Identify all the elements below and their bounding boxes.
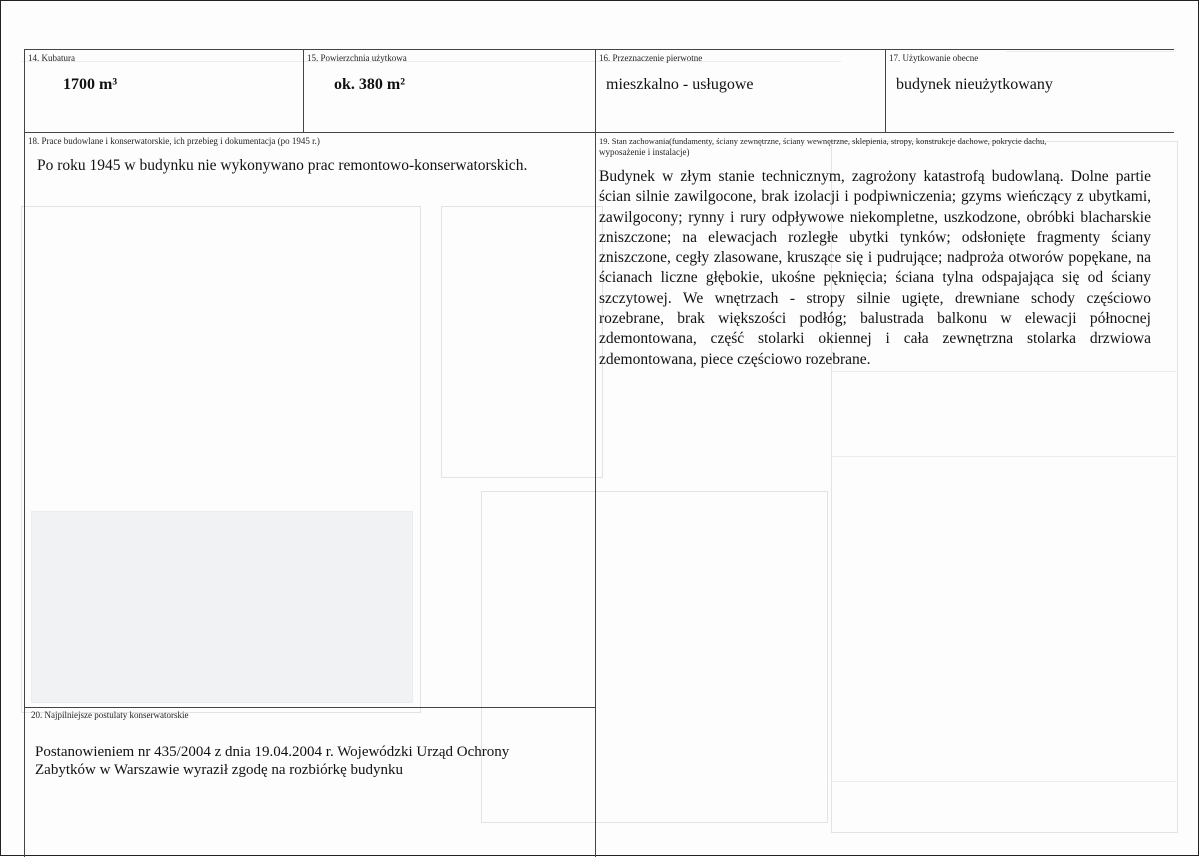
column-divider xyxy=(885,49,886,133)
field-18-text: Po roku 1945 w budynku nie wykonywano prac remontowo-konserwatorskich. xyxy=(37,157,528,174)
ghost-line xyxy=(831,371,1176,372)
ghost-line xyxy=(1006,51,1176,52)
field-15-value: ok. 380 m² xyxy=(334,76,406,93)
column-divider xyxy=(303,49,304,133)
field-17-label: 17. Użytkowanie obecne xyxy=(889,53,979,63)
ghost-line xyxy=(21,61,841,62)
ghost-plan-frame xyxy=(481,491,828,823)
field-16-value: mieszkalno - usługowe xyxy=(606,76,754,93)
ghost-photo-dark-area xyxy=(31,511,413,703)
field-20-line1: Postanowieniem nr 435/2004 z dnia 19.04.2004 r. Wojewódzki Urząd Ochrony xyxy=(35,744,510,760)
ghost-line xyxy=(831,781,1176,782)
field-19-label-line2: wyposażenie i instalacje) xyxy=(599,147,690,157)
field-18-label: 18. Prace budowlane i konserwatorskie, ich przebieg i dokumentacja (po 1945 r.) xyxy=(28,136,320,146)
table-left-border xyxy=(24,49,25,857)
field-19-label-line1: 19. Stan zachowania(fundamenty, ściany zewnętrzne, ściany wewnętrzne, sklepienia, stropy, konstrukcje dachowe, pokrycie dachu, xyxy=(599,136,1047,146)
field-14-label: 14. Kubatura xyxy=(28,53,75,63)
field-15-label: 15. Powierzchnia użytkowa xyxy=(307,53,407,63)
field-20-label: 20. Najpilniejsze postulaty konserwatorskie xyxy=(31,710,189,720)
field-14-value: 1700 m³ xyxy=(63,76,118,93)
field-19-text: Budynek w złym stanie technicznym, zagrożony katastrofą budowlaną. Dolne partie ścian silnie zawilgocone, brak izolacji i podpiwniczenia; gzyms wieńczący z ubytkami, zawilgocony; rynny i rury odpływowe niekompletne, uszkodzone, obróbki blacharskie zniszczone; na elewacjach rozległe ubytki tynków; odsłonięte fragmenty ściany zniszczone, cegły zlasowane, kruszące się i pudrujące; nadproża otworów popękane, na ścianach liczne głębokie, ukośne pęknięcia; ściana tylna odspajająca się od ściany szczytowej. We wnętrzach - stropy silnie ugięte, drewniane schody częściowo rozebrane, brak większości podłóg; balustrada balkonu w elewacji północnej zdemontowana, część stolarki okiennej i cała zewnętrzna stolarka drzwiowa zdemontowana, piece częściowo rozebrane. xyxy=(599,168,1151,368)
table-top-border xyxy=(24,49,1174,50)
row-divider xyxy=(24,132,1174,133)
field-17-value: budynek nieużytkowany xyxy=(896,76,1053,93)
column-divider xyxy=(595,49,596,857)
field-16-label: 16. Przeznaczenie pierwotne xyxy=(599,53,703,63)
ghost-map-frame xyxy=(441,206,603,478)
field-20-line2: Zabytków w Warszawie wyraził zgodę na rozbiórkę budynku xyxy=(35,762,403,778)
row-divider xyxy=(24,707,595,708)
ghost-line xyxy=(831,456,1176,457)
